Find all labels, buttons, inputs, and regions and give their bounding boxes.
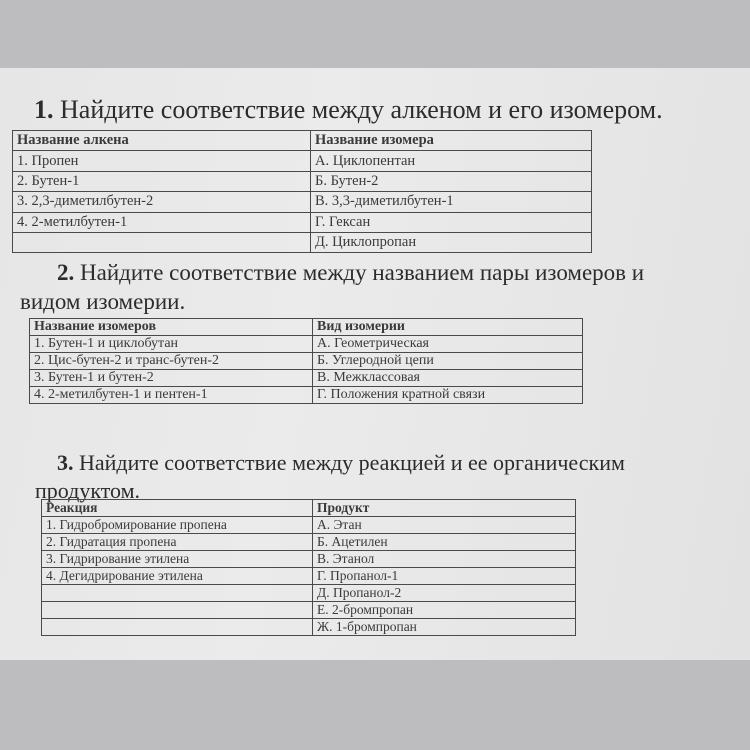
table-row	[13, 171, 592, 191]
table-header-row	[42, 500, 576, 517]
task3-cell-left	[42, 585, 313, 602]
task3-cell-left: 4. Дегидрирование этилена	[42, 568, 313, 585]
table-row	[30, 370, 583, 387]
task2-heading	[57, 260, 644, 286]
task3-cell-right: А. Этан	[313, 517, 576, 534]
task2-cell-right: А. Геометрическая	[313, 336, 583, 353]
task3-cell-right: Ж. 1-бромпропан	[313, 619, 576, 636]
table-row	[42, 585, 576, 602]
worksheet-page	[0, 68, 750, 660]
task1-table	[12, 130, 592, 253]
task1-title: Найдите соответствие между алкеном и его изомером.	[60, 95, 663, 124]
table-row	[42, 619, 576, 636]
task2-cell-left: 2. Цис-бутен-2 и транс-бутен-2	[30, 353, 313, 370]
task2-cell-right: Г. Положения кратной связи	[313, 387, 583, 404]
task2-number: 2.	[57, 260, 75, 285]
table-row	[42, 534, 576, 551]
task1-cell-left: 4. 2-метилбутен-1	[13, 212, 311, 232]
task1-cell-right: Б. Бутен-2	[311, 171, 592, 191]
task3-title-line1: Найдите соответствие между реакцией и ее органическим	[79, 450, 625, 475]
task3-cell-left: 2. Гидратация пропена	[42, 534, 313, 551]
table-row	[30, 336, 583, 353]
task3-table	[41, 499, 576, 636]
task2-table	[29, 318, 583, 404]
table-row	[30, 387, 583, 404]
task3-cell-right: Б. Ацетилен	[313, 534, 576, 551]
table-row	[13, 151, 592, 171]
task1-cell-left	[13, 232, 311, 252]
task3-cell-right: Е. 2-бромпропан	[313, 602, 576, 619]
task1-cell-right: Д. Циклопропан	[311, 232, 592, 252]
task1-cell-right: А. Циклопентан	[311, 151, 592, 171]
task2-cell-left: 4. 2-метилбутен-1 и пентен-1	[30, 387, 313, 404]
task3-number: 3.	[57, 450, 74, 475]
table-row	[42, 568, 576, 585]
task1-cell-left: 1. Пропен	[13, 151, 311, 171]
task3-cell-right: В. Этанол	[313, 551, 576, 568]
task2-header-left: Название изомеров	[30, 319, 313, 336]
task3-header-right: Продукт	[313, 500, 576, 517]
task1-cell-left: 2. Бутен-1	[13, 171, 311, 191]
task3-cell-left: 1. Гидробромирование пропена	[42, 517, 313, 534]
task1-header-right: Название изомера	[311, 131, 592, 151]
task3-cell-right: Д. Пропанол-2	[313, 585, 576, 602]
task2-cell-left: 1. Бутен-1 и циклобутан	[30, 336, 313, 353]
task1-heading	[34, 95, 663, 125]
table-row	[42, 517, 576, 534]
task3-cell-left: 3. Гидрирование этилена	[42, 551, 313, 568]
task3-cell-right: Г. Пропанол-1	[313, 568, 576, 585]
task2-heading-line2: видом изомерии.	[20, 289, 186, 314]
task3-heading	[57, 450, 625, 476]
task1-cell-left: 3. 2,3-диметилбутен-2	[13, 192, 311, 212]
task2-title-line1: Найдите соответствие между названием пары изомеров и	[80, 260, 645, 285]
task3-header-left: Реакция	[42, 500, 313, 517]
task3-heading-line2: продуктом.	[35, 478, 141, 503]
task1-number: 1.	[34, 95, 54, 124]
task1-cell-right: Г. Гексан	[311, 212, 592, 232]
table-row	[42, 551, 576, 568]
table-row	[13, 232, 592, 252]
table-row	[42, 602, 576, 619]
task3-cell-left	[42, 602, 313, 619]
table-row	[30, 353, 583, 370]
table-header-row	[30, 319, 583, 336]
table-row	[13, 212, 592, 232]
task3-cell-left	[42, 619, 313, 636]
table-row	[13, 192, 592, 212]
task1-header-left: Название алкена	[13, 131, 311, 151]
table-header-row	[13, 131, 592, 151]
task2-cell-right: Б. Углеродной цепи	[313, 353, 583, 370]
task1-cell-right: В. 3,3-диметилбутен-1	[311, 192, 592, 212]
task2-header-right: Вид изомерии	[313, 319, 583, 336]
task2-cell-right: В. Межклассовая	[313, 370, 583, 387]
task2-cell-left: 3. Бутен-1 и бутен-2	[30, 370, 313, 387]
